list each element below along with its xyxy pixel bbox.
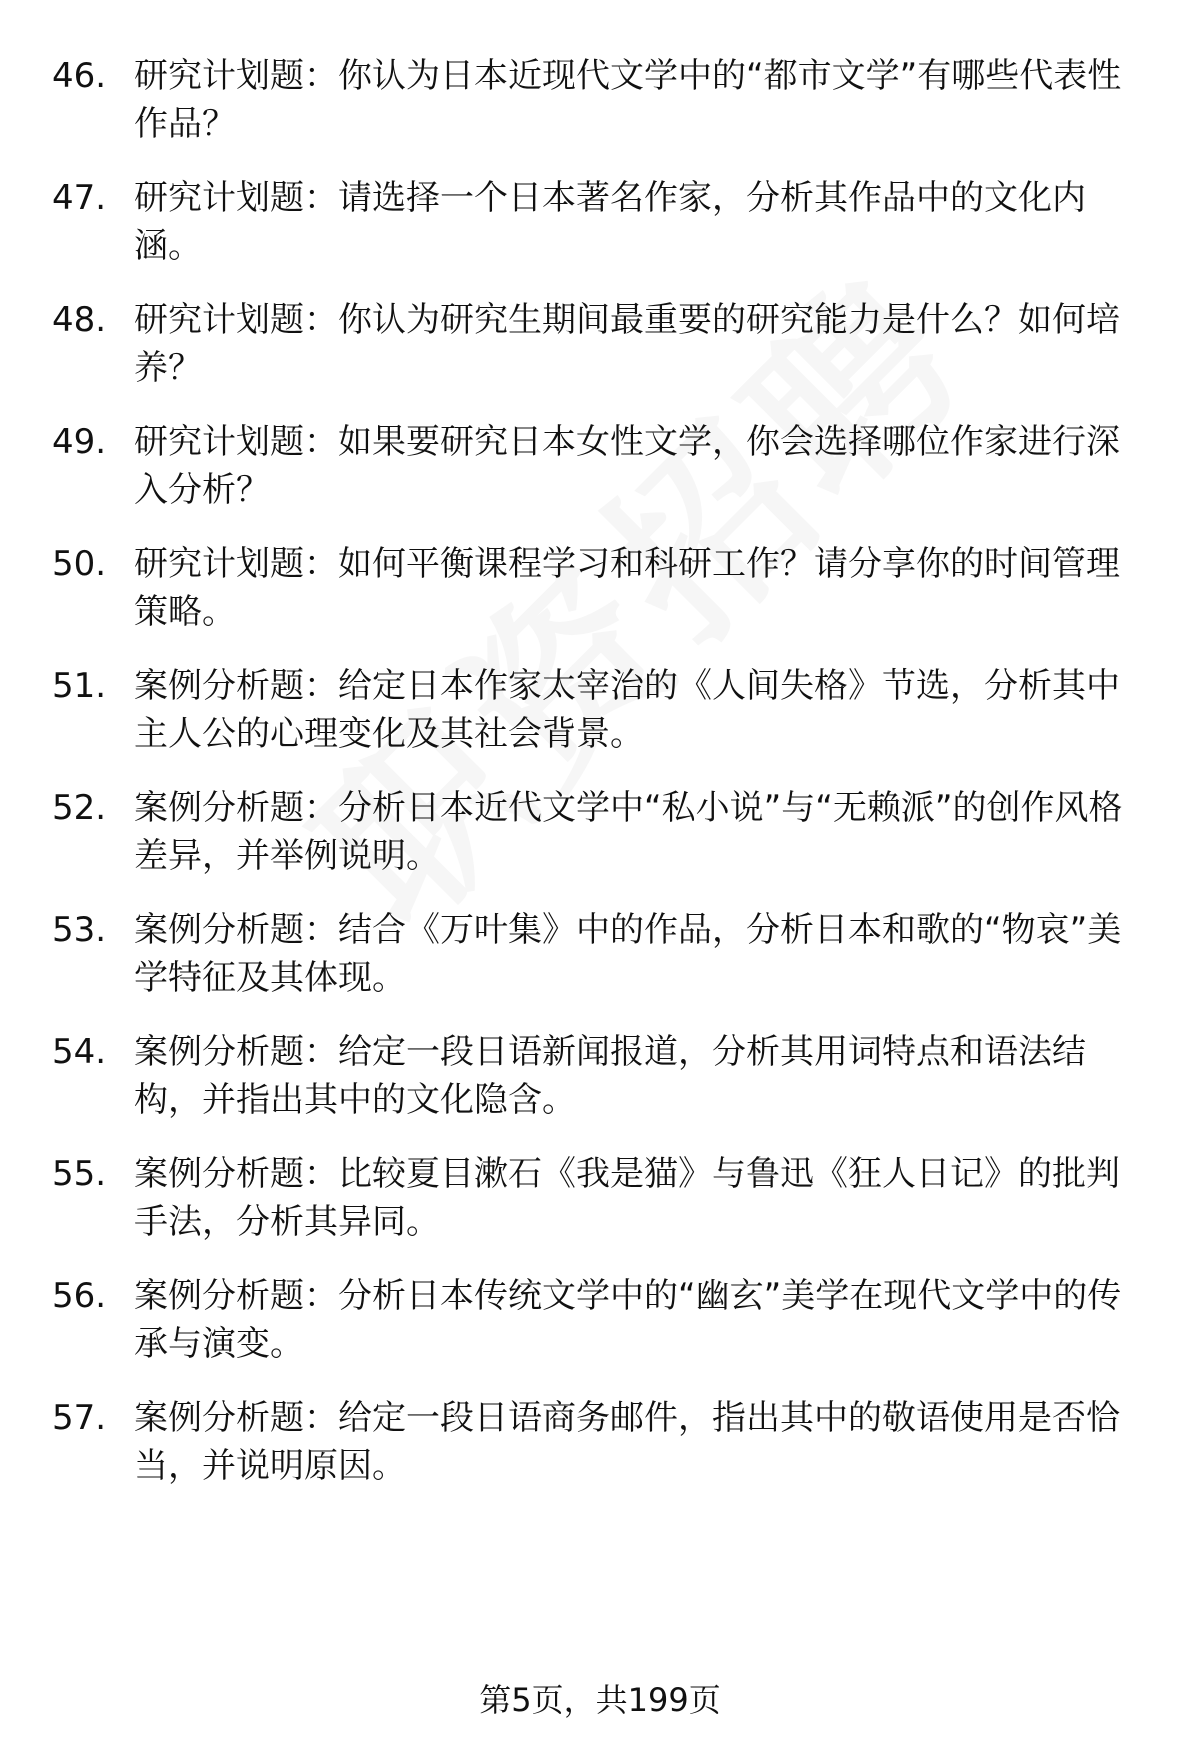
question-number: 48. bbox=[52, 300, 107, 340]
question-number: 57. bbox=[52, 1398, 107, 1438]
question-number: 47. bbox=[52, 178, 107, 218]
question-number: 51. bbox=[52, 666, 107, 706]
question-text: 案例分析题：给定一段日语商务邮件，指出其中的敬语使用是否恰当，并说明原因。 bbox=[134, 1398, 1120, 1486]
question-text: 研究计划题：你认为日本近现代文学中的“都市文学”有哪些代表性作品？ bbox=[134, 56, 1122, 144]
question-item bbox=[52, 174, 1152, 296]
question-item bbox=[52, 784, 1152, 906]
question-text: 案例分析题：比较夏目漱石《我是猫》与鲁迅《狂人日记》的批判手法，分析其异同。 bbox=[134, 1154, 1120, 1242]
question-text: 案例分析题：给定日本作家太宰治的《人间失格》节选，分析其中主人公的心理变化及其社会背景。 bbox=[134, 666, 1120, 754]
question-list bbox=[52, 52, 1152, 1516]
question-text: 研究计划题：如何平衡课程学习和科研工作？请分享你的时间管理策略。 bbox=[134, 544, 1120, 632]
question-text: 案例分析题：分析日本传统文学中的“幽玄”美学在现代文学中的传承与演变。 bbox=[134, 1276, 1122, 1364]
question-text: 案例分析题：分析日本近代文学中“私小说”与“无赖派”的创作风格差异，并举例说明。 bbox=[134, 788, 1123, 876]
question-number: 54. bbox=[52, 1032, 107, 1072]
question-item bbox=[52, 1028, 1152, 1150]
question-number: 49. bbox=[52, 422, 107, 462]
question-number: 46. bbox=[52, 56, 107, 96]
question-item bbox=[52, 296, 1152, 418]
question-item bbox=[52, 906, 1152, 1028]
question-number: 52. bbox=[52, 788, 107, 828]
question-number: 56. bbox=[52, 1276, 107, 1316]
question-number: 50. bbox=[52, 544, 107, 584]
question-item bbox=[52, 1272, 1152, 1394]
question-item bbox=[52, 662, 1152, 784]
page-number: 第5页，共199页 bbox=[479, 1681, 721, 1719]
question-text: 案例分析题：结合《万叶集》中的作品，分析日本和歌的“物哀”美学特征及其体现。 bbox=[134, 910, 1122, 998]
question-item bbox=[52, 418, 1152, 540]
question-item bbox=[52, 1150, 1152, 1272]
question-text: 案例分析题：给定一段日语新闻报道，分析其用词特点和语法结构，并指出其中的文化隐含。 bbox=[134, 1032, 1086, 1120]
question-number: 53. bbox=[52, 910, 107, 950]
question-text: 研究计划题：如果要研究日本女性文学，你会选择哪位作家进行深入分析？ bbox=[134, 422, 1120, 510]
question-item bbox=[52, 540, 1152, 662]
question-item bbox=[52, 52, 1152, 174]
question-text: 研究计划题：你认为研究生期间最重要的研究能力是什么？如何培养？ bbox=[134, 300, 1120, 388]
question-number: 55. bbox=[52, 1154, 107, 1194]
question-text: 研究计划题：请选择一个日本著名作家，分析其作品中的文化内涵。 bbox=[134, 178, 1086, 266]
question-item bbox=[52, 1394, 1152, 1516]
